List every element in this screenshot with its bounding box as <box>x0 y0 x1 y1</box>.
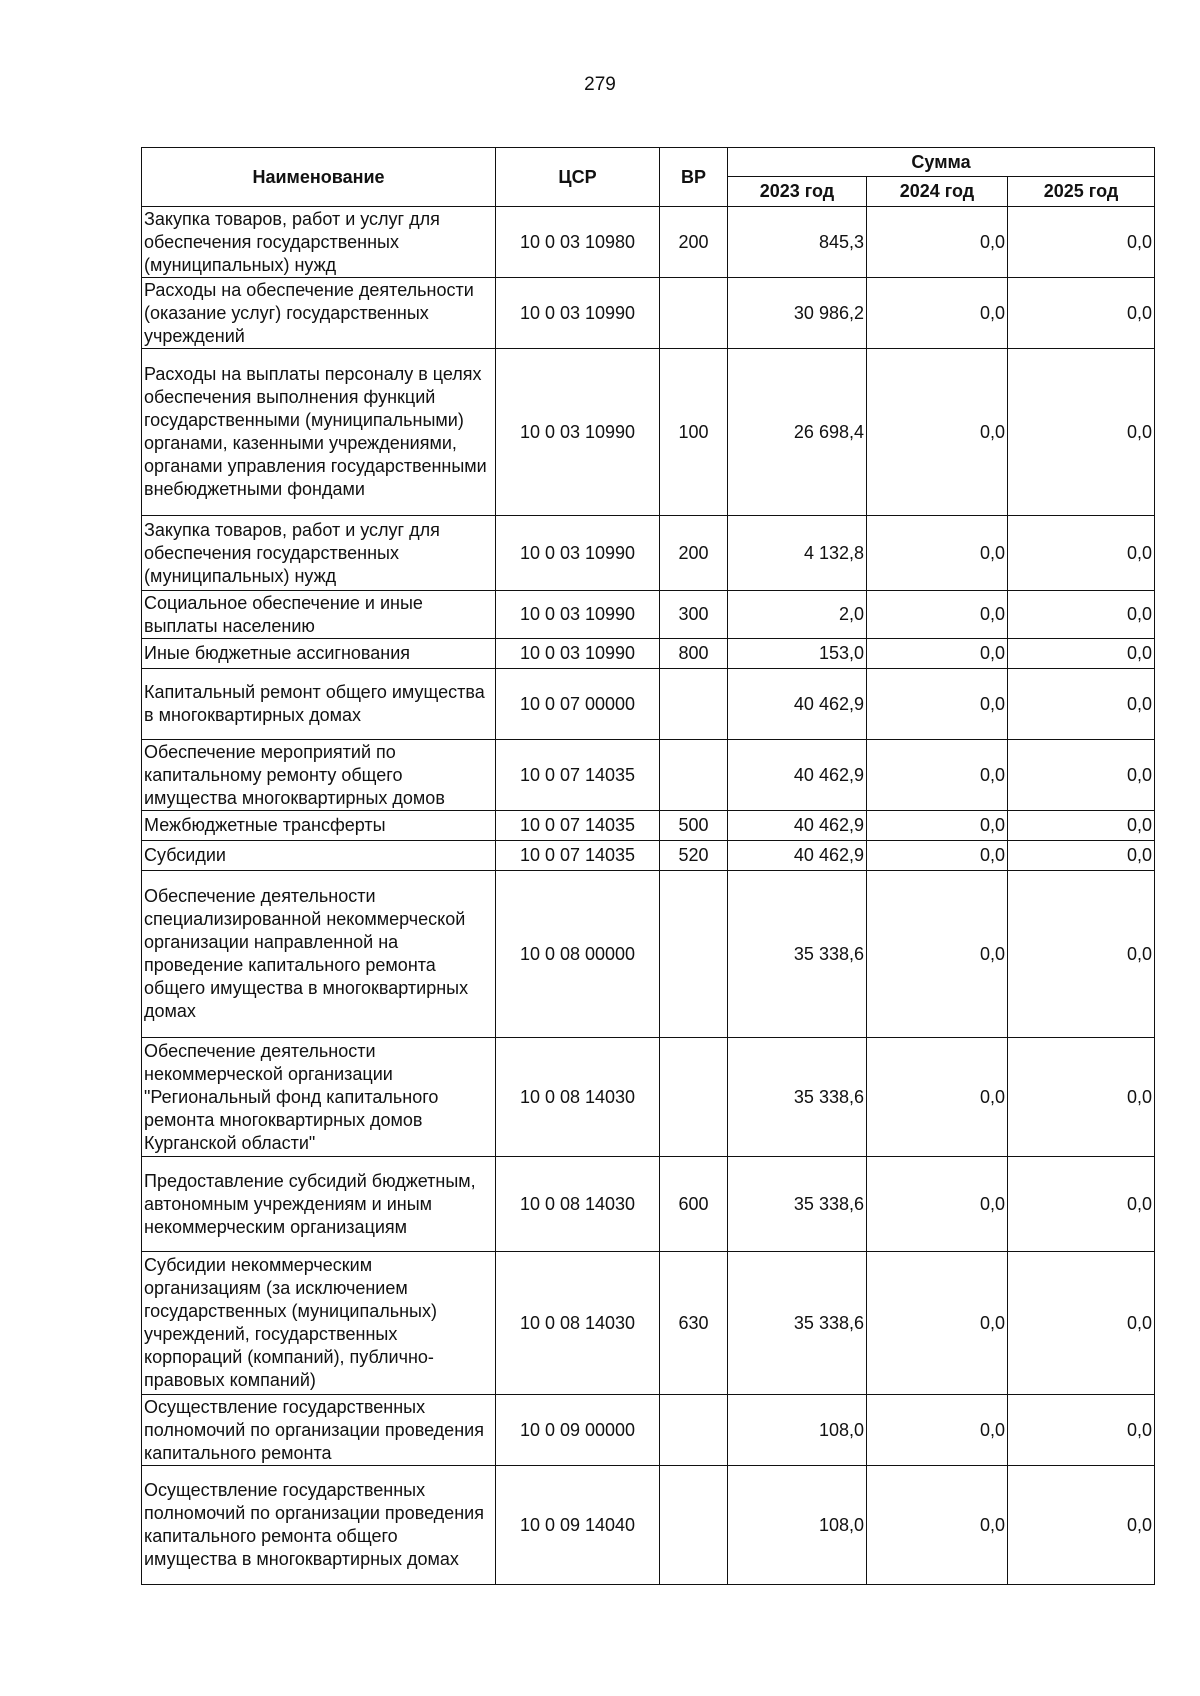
cell-name: Расходы на обеспечение деятельности (оказание услуг) государственных учреждений <box>142 278 496 349</box>
cell-csr: 10 0 08 14030 <box>496 1252 660 1395</box>
cell-sum-2023: 40 462,9 <box>728 811 867 841</box>
table-row <box>142 1157 1155 1252</box>
cell-sum-2023: 35 338,6 <box>728 1157 867 1252</box>
cell-sum-2025: 0,0 <box>1008 639 1155 669</box>
cell-csr: 10 0 09 00000 <box>496 1395 660 1466</box>
table-row <box>142 871 1155 1038</box>
cell-name: Расходы на выплаты персоналу в целях обеспечения выполнения функций государственными (муниципальными) органами, казенными учреждениями, органами управления государственными внебюджетными фондами <box>142 349 496 516</box>
cell-name: Обеспечение деятельности специализированной некоммерческой организации направленной на проведение капитального ремонта общего имущества в многоквартирных домах <box>142 871 496 1038</box>
cell-vr <box>660 1038 728 1157</box>
cell-sum-2025: 0,0 <box>1008 207 1155 278</box>
cell-sum-2024: 0,0 <box>867 639 1008 669</box>
cell-sum-2025: 0,0 <box>1008 1252 1155 1395</box>
cell-sum-2025: 0,0 <box>1008 1157 1155 1252</box>
cell-vr <box>660 740 728 811</box>
cell-sum-2024: 0,0 <box>867 871 1008 1038</box>
table-row <box>142 639 1155 669</box>
page-number: 279 <box>584 74 616 95</box>
cell-sum-2024: 0,0 <box>867 811 1008 841</box>
header-name: Наименование <box>142 148 496 207</box>
cell-name: Закупка товаров, работ и услуг для обеспечения государственных (муниципальных) нужд <box>142 207 496 278</box>
cell-sum-2023: 153,0 <box>728 639 867 669</box>
cell-sum-2025: 0,0 <box>1008 811 1155 841</box>
cell-csr: 10 0 07 14035 <box>496 740 660 811</box>
header-year-2024: 2024 год <box>867 177 1008 207</box>
cell-vr: 100 <box>660 349 728 516</box>
cell-vr: 800 <box>660 639 728 669</box>
table-row <box>142 207 1155 278</box>
cell-name: Обеспечение мероприятий по капитальному ремонту общего имущества многоквартирных домов <box>142 740 496 811</box>
cell-sum-2024: 0,0 <box>867 591 1008 639</box>
cell-csr: 10 0 08 14030 <box>496 1157 660 1252</box>
cell-sum-2023: 26 698,4 <box>728 349 867 516</box>
cell-sum-2023: 40 462,9 <box>728 841 867 871</box>
cell-name: Осуществление государственных полномочий по организации проведения капитального ремонта <box>142 1395 496 1466</box>
cell-sum-2024: 0,0 <box>867 740 1008 811</box>
cell-vr: 520 <box>660 841 728 871</box>
cell-sum-2023: 108,0 <box>728 1395 867 1466</box>
cell-sum-2023: 2,0 <box>728 591 867 639</box>
cell-vr <box>660 278 728 349</box>
cell-csr: 10 0 07 14035 <box>496 811 660 841</box>
table-row <box>142 841 1155 871</box>
cell-sum-2024: 0,0 <box>867 349 1008 516</box>
cell-sum-2025: 0,0 <box>1008 1395 1155 1466</box>
cell-sum-2024: 0,0 <box>867 1038 1008 1157</box>
cell-vr: 200 <box>660 207 728 278</box>
budget-table <box>141 147 1155 1585</box>
cell-sum-2024: 0,0 <box>867 1466 1008 1585</box>
table-header <box>142 148 1155 207</box>
cell-csr: 10 0 03 10990 <box>496 591 660 639</box>
table-row <box>142 1466 1155 1585</box>
cell-vr <box>660 1395 728 1466</box>
cell-sum-2025: 0,0 <box>1008 516 1155 591</box>
table-row <box>142 516 1155 591</box>
cell-csr: 10 0 03 10980 <box>496 207 660 278</box>
table-row <box>142 811 1155 841</box>
cell-sum-2025: 0,0 <box>1008 1038 1155 1157</box>
cell-name: Субсидии <box>142 841 496 871</box>
table-row <box>142 278 1155 349</box>
header-csr: ЦСР <box>496 148 660 207</box>
cell-name: Межбюджетные трансферты <box>142 811 496 841</box>
cell-sum-2023: 40 462,9 <box>728 669 867 740</box>
cell-name: Социальное обеспечение и иные выплаты населению <box>142 591 496 639</box>
cell-csr: 10 0 08 00000 <box>496 871 660 1038</box>
cell-sum-2025: 0,0 <box>1008 278 1155 349</box>
cell-sum-2024: 0,0 <box>867 1157 1008 1252</box>
header-year-2025: 2025 год <box>1008 177 1155 207</box>
cell-name: Предоставление субсидий бюджетным, автономным учреждениям и иным некоммерческим организациям <box>142 1157 496 1252</box>
cell-sum-2023: 35 338,6 <box>728 1038 867 1157</box>
cell-vr: 500 <box>660 811 728 841</box>
cell-csr: 10 0 03 10990 <box>496 278 660 349</box>
cell-name: Капитальный ремонт общего имущества в многоквартирных домах <box>142 669 496 740</box>
cell-sum-2025: 0,0 <box>1008 871 1155 1038</box>
table-row <box>142 349 1155 516</box>
header-sum: Сумма <box>728 148 1155 177</box>
cell-sum-2024: 0,0 <box>867 516 1008 591</box>
cell-sum-2024: 0,0 <box>867 207 1008 278</box>
cell-name: Субсидии некоммерческим организациям (за исключением государственных (муниципальных) учреждений, государственных корпораций (компаний), публично-правовых компаний) <box>142 1252 496 1395</box>
cell-sum-2023: 40 462,9 <box>728 740 867 811</box>
cell-vr: 200 <box>660 516 728 591</box>
cell-name: Обеспечение деятельности некоммерческой организации "Региональный фонд капитального ремонта многоквартирных домов Курганской области" <box>142 1038 496 1157</box>
cell-vr <box>660 669 728 740</box>
cell-sum-2025: 0,0 <box>1008 740 1155 811</box>
cell-sum-2025: 0,0 <box>1008 669 1155 740</box>
cell-csr: 10 0 09 14040 <box>496 1466 660 1585</box>
cell-vr <box>660 1466 728 1585</box>
table-row <box>142 1252 1155 1395</box>
table-row <box>142 1038 1155 1157</box>
cell-vr: 300 <box>660 591 728 639</box>
cell-sum-2024: 0,0 <box>867 841 1008 871</box>
cell-vr: 630 <box>660 1252 728 1395</box>
table-row <box>142 669 1155 740</box>
cell-sum-2023: 4 132,8 <box>728 516 867 591</box>
cell-csr: 10 0 03 10990 <box>496 639 660 669</box>
cell-csr: 10 0 07 14035 <box>496 841 660 871</box>
cell-csr: 10 0 03 10990 <box>496 349 660 516</box>
table-row <box>142 1395 1155 1466</box>
cell-sum-2023: 35 338,6 <box>728 1252 867 1395</box>
header-vr: ВР <box>660 148 728 207</box>
cell-vr <box>660 871 728 1038</box>
cell-csr: 10 0 08 14030 <box>496 1038 660 1157</box>
cell-sum-2024: 0,0 <box>867 1395 1008 1466</box>
cell-sum-2025: 0,0 <box>1008 349 1155 516</box>
cell-name: Закупка товаров, работ и услуг для обеспечения государственных (муниципальных) нужд <box>142 516 496 591</box>
cell-sum-2024: 0,0 <box>867 278 1008 349</box>
cell-sum-2023: 108,0 <box>728 1466 867 1585</box>
cell-sum-2025: 0,0 <box>1008 591 1155 639</box>
cell-sum-2024: 0,0 <box>867 669 1008 740</box>
cell-name: Осуществление государственных полномочий по организации проведения капитального ремонта общего имущества в многоквартирных домах <box>142 1466 496 1585</box>
cell-vr: 600 <box>660 1157 728 1252</box>
table-row <box>142 591 1155 639</box>
cell-name: Иные бюджетные ассигнования <box>142 639 496 669</box>
cell-sum-2025: 0,0 <box>1008 841 1155 871</box>
table-body <box>142 207 1155 1585</box>
cell-sum-2023: 845,3 <box>728 207 867 278</box>
header-year-2023: 2023 год <box>728 177 867 207</box>
cell-sum-2023: 30 986,2 <box>728 278 867 349</box>
cell-sum-2025: 0,0 <box>1008 1466 1155 1585</box>
cell-csr: 10 0 07 00000 <box>496 669 660 740</box>
table-row <box>142 740 1155 811</box>
cell-sum-2023: 35 338,6 <box>728 871 867 1038</box>
cell-sum-2024: 0,0 <box>867 1252 1008 1395</box>
cell-csr: 10 0 03 10990 <box>496 516 660 591</box>
